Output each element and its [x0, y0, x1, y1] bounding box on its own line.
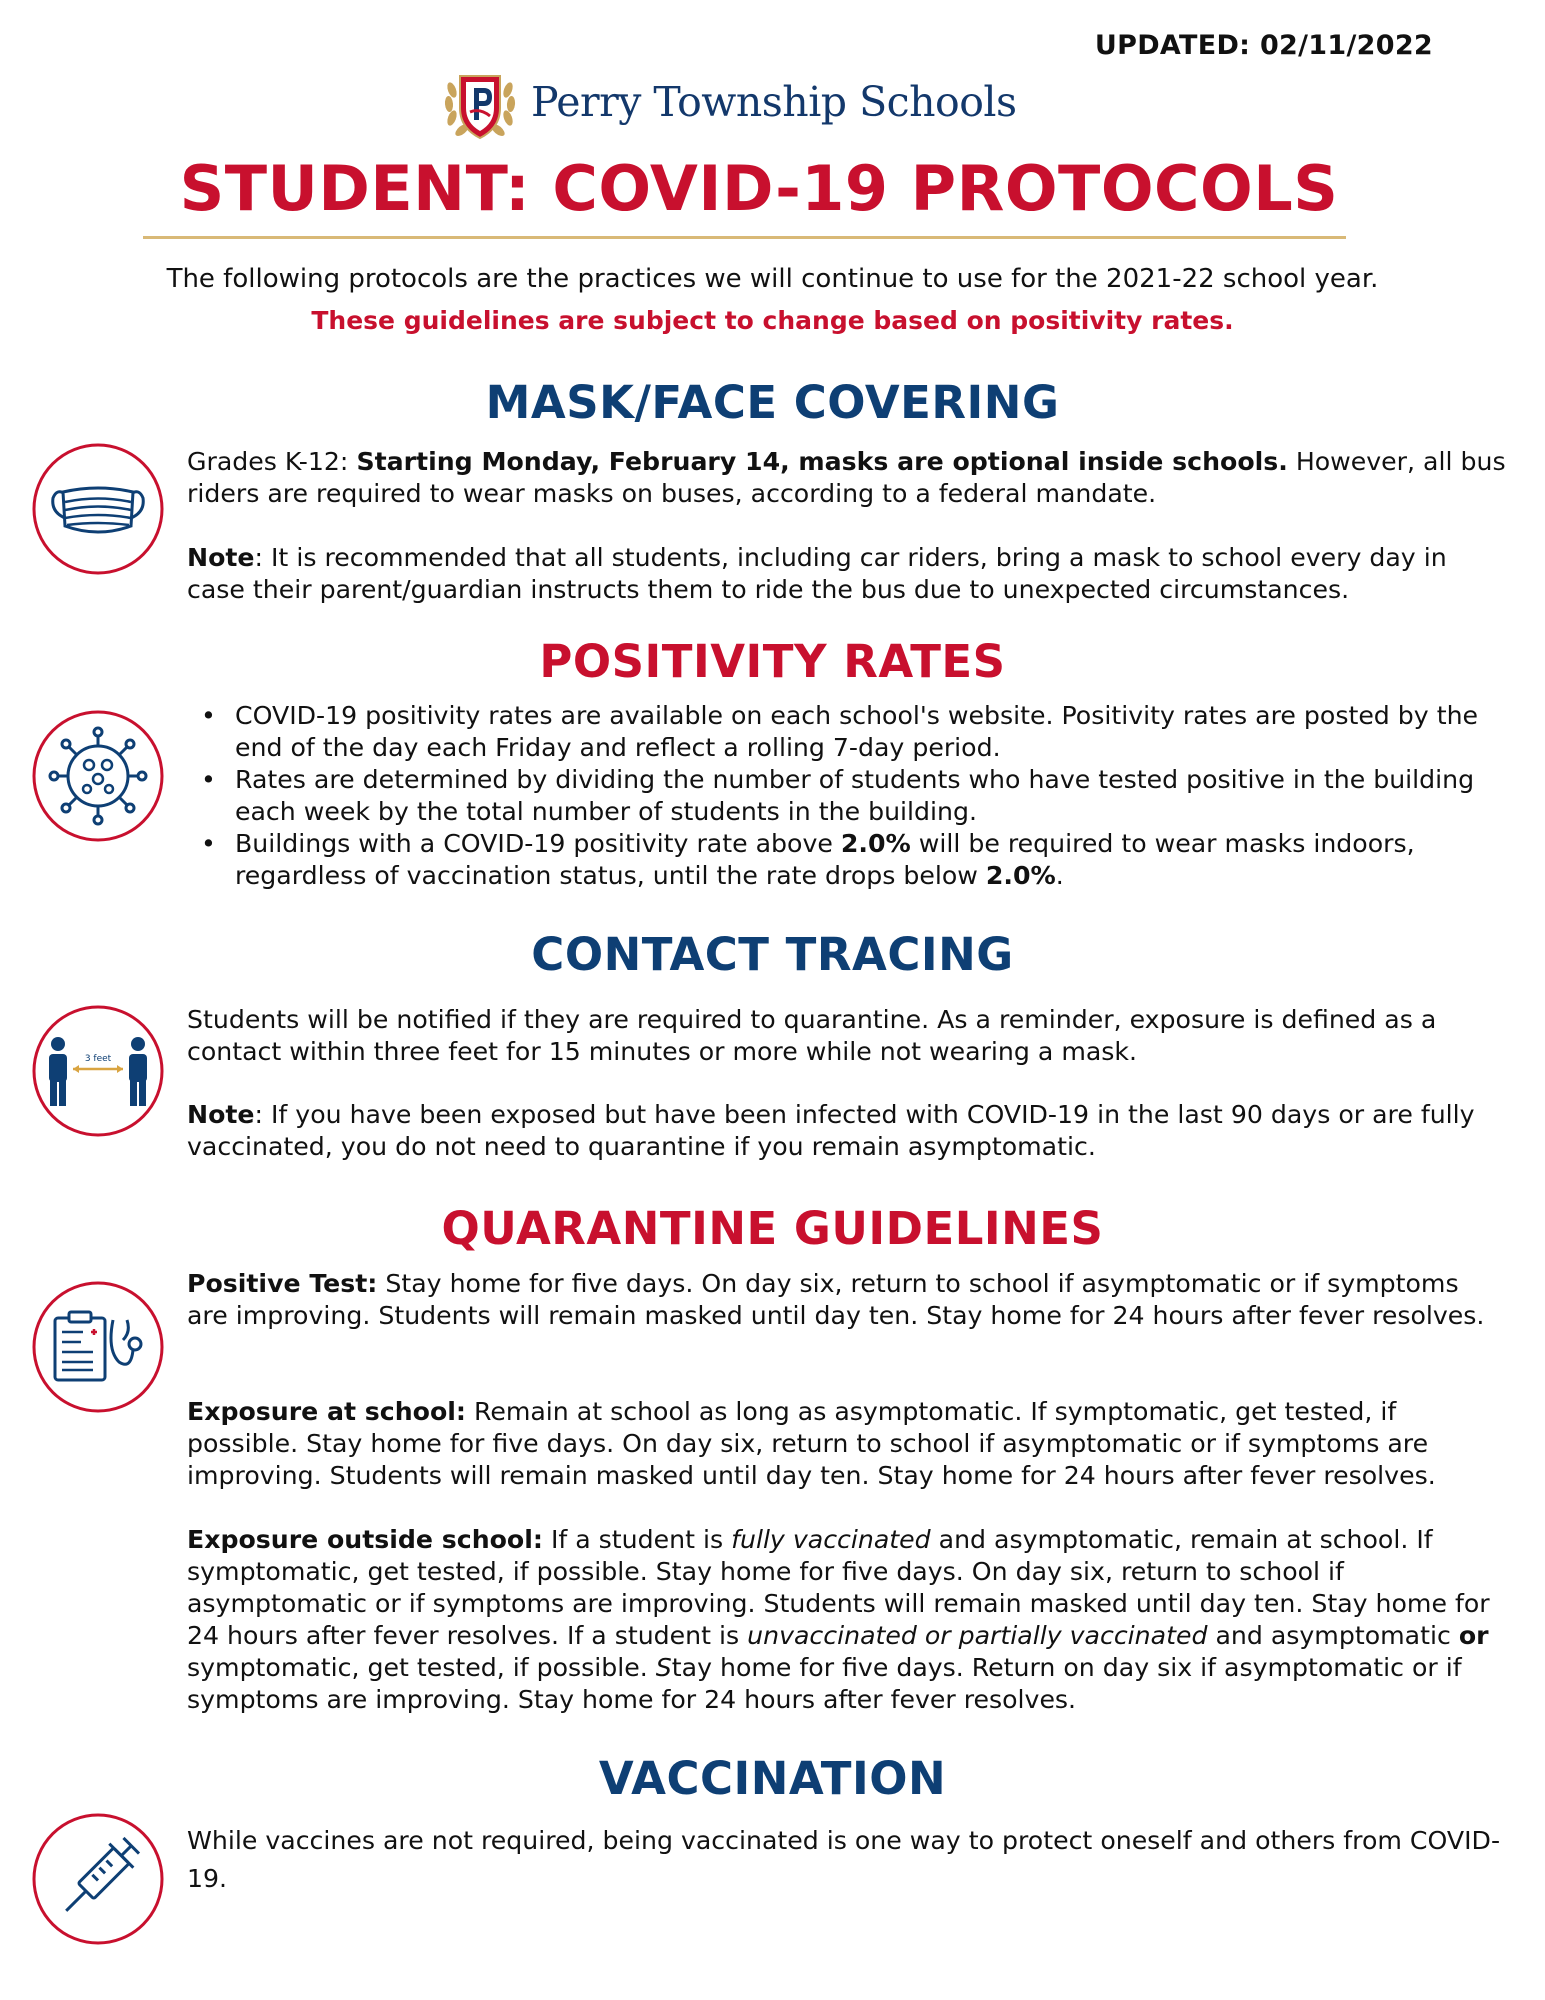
title-divider: [143, 236, 1346, 239]
list-item: • Buildings with a COVID-19 positivity rate above 2.0% will be required to wear masks indoors, regardless of vaccination status, until the rate drops below 2.0%.: [187, 828, 1507, 892]
exposure-school-paragraph: Exposure at school: Remain at school as long as asymptomatic. If symptomatic, get tested, if possible. Stay home for five days. On day six, return to school if asymptomatic or if symptoms are improving. Students will remain masked until day ten. Stay home for 24 hours after fever resolves.: [187, 1397, 1436, 1490]
mask-note: Note: It is recommended that all students, including car riders, bring a mask to school every day in case their parent/guardian instructs them to ride the bus due to unexpected circumstances.: [187, 543, 1447, 604]
contact-heading: CONTACT TRACING: [531, 928, 1014, 981]
shield-icon: [440, 68, 520, 146]
mask-heading: MASK/FACE COVERING: [485, 376, 1060, 429]
virus-icon: [31, 709, 165, 843]
positive-test-paragraph: Positive Test: Stay home for five days. On day six, return to school if asymptomatic or if symptoms are improving. Students will remain masked until day ten. Stay home for 24 hours after fever resolves.: [187, 1269, 1485, 1330]
positivity-bullets: [187, 700, 1507, 892]
school-logo: [440, 68, 1040, 146]
exposure-outside-paragraph: Exposure outside school: If a student is fully vaccinated and asymptomatic, remain at school. If symptomatic, get tested, if possible. Stay home for five days. On day six, return to school if asymptomatic or if symptoms are improving. Students will remain masked until day ten. Stay home for 24 hours after fever resolves. If a student is unvaccinated or partially vaccinated and asymptomatic or symptomatic, get tested, if possible. Stay home for five days. Return on day six if asymptomatic or if symptoms are improving. Stay home for 24 hours after fever resolves.: [187, 1525, 1490, 1714]
list-item: • Rates are determined by dividing the number of students who have tested positive in the building each week by the total number of students in the building.: [187, 764, 1507, 828]
vaccination-paragraph: While vaccines are not required, being vaccinated is one way to protect oneself and others from COVID-19.: [187, 1826, 1501, 1893]
vaccination-heading: VACCINATION: [598, 1752, 947, 1805]
positivity-heading: POSITIVITY RATES: [539, 635, 1006, 688]
mask-paragraph: Grades K-12: Starting Monday, February 14, masks are optional inside schools. However, all bus riders are required to wear masks on buses, according to a federal mandate.: [187, 447, 1506, 508]
syringe-icon: [31, 1812, 165, 1946]
logo-wordmark: Perry Township Schools: [531, 78, 1017, 126]
face-mask-icon: [31, 442, 165, 576]
intro-warning: These guidelines are subject to change based on positivity rates.: [311, 306, 1234, 335]
intro-text: The following protocols are the practices we will continue to use for the 2021-22 school year.: [166, 264, 1379, 294]
social-distance-icon: [31, 1004, 165, 1138]
page-title: STUDENT: COVID-19 PROTOCOLS: [179, 152, 1339, 225]
clipboard-stethoscope-icon: [31, 1280, 165, 1414]
updated-date: UPDATED: 02/11/2022: [1094, 30, 1433, 61]
distance-label: 3 feet: [84, 1054, 112, 1064]
contact-paragraph: Students will be notified if they are required to quarantine. As a reminder, exposure is defined as a contact within three feet for 15 minutes or more while not wearing a mask.: [187, 1005, 1437, 1066]
list-item: • COVID-19 positivity rates are available on each school's website. Positivity rates are posted by the end of the day each Friday and reflect a rolling 7-day period.: [187, 700, 1507, 764]
quarantine-heading: QUARANTINE GUIDELINES: [441, 1202, 1104, 1255]
contact-note: Note: If you have been exposed but have been infected with COVID-19 in the last 90 days or are fully vaccinated, you do not need to quarantine if you remain asymptomatic.: [187, 1100, 1475, 1161]
